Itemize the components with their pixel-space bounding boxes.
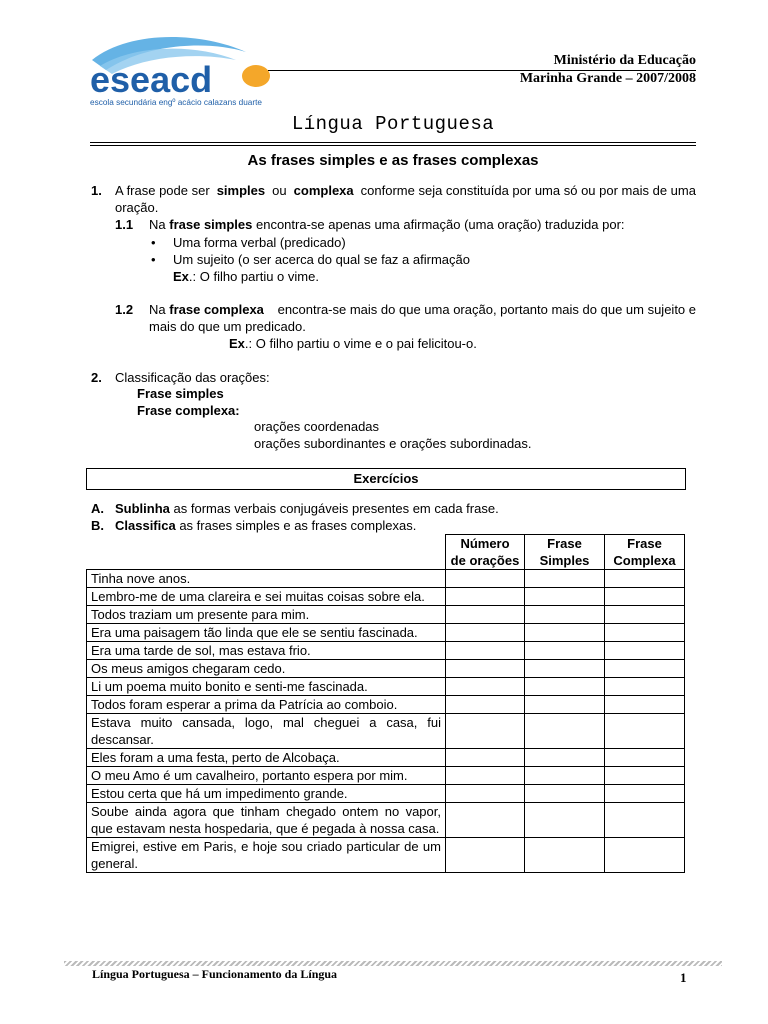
answer-numero-oracoes-cell[interactable]	[446, 838, 525, 873]
answer-frase-simples-cell[interactable]	[525, 767, 605, 785]
table-row	[87, 749, 685, 767]
answer-frase-simples-cell[interactable]	[525, 714, 605, 749]
sentence-cell: Li um poema muito bonito e senti-me fascinada.	[87, 678, 446, 696]
item-1-1-number: 1.1	[115, 217, 134, 232]
school-logo	[86, 30, 276, 110]
table-row	[87, 588, 685, 606]
sentence-cell: Todos traziam um presente para mim.	[87, 606, 446, 624]
header-frase-complexa: Frase Complexa	[605, 535, 685, 570]
answer-frase-simples-cell[interactable]	[525, 642, 605, 660]
sentence-cell: Os meus amigos chegaram cedo.	[87, 660, 446, 678]
item-1-2-text: Na frase complexa encontra-se mais do que uma oração, portanto mais do que um sujeito e mais do que um predicado.	[149, 302, 696, 334]
exercicios-heading: Exercícios	[86, 468, 686, 490]
table-row	[87, 624, 685, 642]
answer-frase-simples-cell[interactable]	[525, 678, 605, 696]
header-frase-simples: Frase Simples	[525, 535, 605, 570]
table-row	[87, 642, 685, 660]
table-header-blank	[87, 535, 446, 570]
table-header-row	[87, 535, 685, 570]
page-title: Língua Portuguesa	[291, 113, 495, 135]
answer-frase-simples-cell[interactable]	[525, 803, 605, 838]
example-1-2: Ex.: O filho partiu o vime e o pai felicitou-o.	[229, 336, 477, 351]
oracoes-coordenadas: orações coordenadas	[254, 419, 380, 434]
exercise-table	[86, 534, 685, 873]
answer-numero-oracoes-cell[interactable]	[446, 696, 525, 714]
frase-complexa-label: Frase complexa:	[137, 403, 240, 418]
item-1-number: 1.	[91, 183, 102, 198]
answer-frase-simples-cell[interactable]	[525, 588, 605, 606]
table-row	[87, 606, 685, 624]
answer-frase-simples-cell[interactable]	[525, 660, 605, 678]
instruction-a-letter: A.	[91, 501, 104, 516]
title-divider	[90, 142, 696, 146]
example-1-1: Ex.: O filho partiu o vime.	[173, 269, 319, 284]
item-1-2-number: 1.2	[115, 302, 134, 317]
answer-numero-oracoes-cell[interactable]	[446, 767, 525, 785]
item-1-1-text: Na frase simples encontra-se apenas uma afirmação (uma oração) traduzida por:	[149, 217, 625, 232]
bullet-icon: •	[151, 252, 156, 267]
answer-frase-complexa-cell[interactable]	[605, 678, 685, 696]
table-row	[87, 838, 685, 873]
table-row	[87, 660, 685, 678]
sentence-cell: Eles foram a uma festa, perto de Alcobaça.	[87, 749, 446, 767]
answer-frase-simples-cell[interactable]	[525, 570, 605, 588]
answer-numero-oracoes-cell[interactable]	[446, 624, 525, 642]
table-row	[87, 678, 685, 696]
oracoes-subordinadas: orações subordinantes e orações subordinadas.	[254, 436, 532, 451]
answer-frase-complexa-cell[interactable]	[605, 570, 685, 588]
sentence-cell: Soube ainda agora que tinham chegado ontem no vapor, que estavam nesta hospedaria, que é pegada à nossa casa.	[87, 803, 446, 838]
answer-numero-oracoes-cell[interactable]	[446, 642, 525, 660]
answer-frase-complexa-cell[interactable]	[605, 767, 685, 785]
sentence-cell: Estava muito cansada, logo, mal cheguei a casa, fui descansar.	[87, 714, 446, 749]
sun-icon	[242, 65, 270, 87]
answer-frase-complexa-cell[interactable]	[605, 714, 685, 749]
answer-frase-simples-cell[interactable]	[525, 624, 605, 642]
answer-frase-complexa-cell[interactable]	[605, 696, 685, 714]
item-2-text: Classificação das orações:	[115, 370, 270, 385]
logo-wordmark: eseacd	[90, 59, 213, 100]
sentence-cell: Tinha nove anos.	[87, 570, 446, 588]
table-row	[87, 803, 685, 838]
answer-frase-simples-cell[interactable]	[525, 785, 605, 803]
footer-divider	[64, 961, 722, 966]
header-divider	[268, 70, 696, 71]
answer-numero-oracoes-cell[interactable]	[446, 606, 525, 624]
page-number: 1	[680, 970, 687, 985]
bullet-icon: •	[151, 235, 156, 250]
sentence-cell: Estou certa que há um impedimento grande.	[87, 785, 446, 803]
instruction-b-letter: B.	[91, 518, 104, 533]
frase-simples-label: Frase simples	[137, 386, 224, 401]
bullet-item: Um sujeito (o ser acerca do qual se faz a afirmação	[173, 252, 470, 267]
table-row	[87, 785, 685, 803]
header-numero-oracoes: Número de orações	[446, 535, 525, 570]
place-year-label: Marinha Grande – 2007/2008	[519, 71, 696, 86]
table-row	[87, 570, 685, 588]
answer-frase-complexa-cell[interactable]	[605, 624, 685, 642]
bullet-item: Uma forma verbal (predicado)	[173, 235, 346, 250]
item-2-number: 2.	[91, 370, 102, 385]
answer-frase-complexa-cell[interactable]	[605, 606, 685, 624]
answer-numero-oracoes-cell[interactable]	[446, 570, 525, 588]
answer-numero-oracoes-cell[interactable]	[446, 588, 525, 606]
answer-frase-simples-cell[interactable]	[525, 749, 605, 767]
table-row	[87, 714, 685, 749]
answer-frase-complexa-cell[interactable]	[605, 642, 685, 660]
answer-frase-complexa-cell[interactable]	[605, 785, 685, 803]
answer-frase-complexa-cell[interactable]	[605, 588, 685, 606]
answer-frase-simples-cell[interactable]	[525, 606, 605, 624]
sentence-cell: Todos foram esperar a prima da Patrícia ao comboio.	[87, 696, 446, 714]
sentence-cell: Era uma paisagem tão linda que ele se sentiu fascinada.	[87, 624, 446, 642]
answer-frase-complexa-cell[interactable]	[605, 749, 685, 767]
sentence-cell: Emigrei, estive em Paris, e hoje sou criado particular de um general.	[87, 838, 446, 873]
answer-numero-oracoes-cell[interactable]	[446, 785, 525, 803]
logo-subtitle: escola secundária engº acácio calazans duarte	[90, 97, 263, 107]
table-row	[87, 767, 685, 785]
instruction-b: Classifica as frases simples e as frases complexas.	[115, 518, 417, 533]
answer-numero-oracoes-cell[interactable]	[446, 678, 525, 696]
sentence-cell: O meu Amo é um cavalheiro, portanto espera por mim.	[87, 767, 446, 785]
answer-numero-oracoes-cell[interactable]	[446, 660, 525, 678]
sentence-cell: Lembro-me de uma clareira e sei muitas coisas sobre ela.	[87, 588, 446, 606]
item-1-text: A frase pode ser simples ou complexa conforme seja constituída por uma só ou por mais de uma oração.	[115, 183, 696, 215]
answer-frase-complexa-cell[interactable]	[605, 660, 685, 678]
sentence-cell: Era uma tarde de sol, mas estava frio.	[87, 642, 446, 660]
answer-frase-complexa-cell[interactable]	[605, 838, 685, 873]
answer-frase-simples-cell[interactable]	[525, 838, 605, 873]
section-title: As frases simples e as frases complexas	[247, 152, 539, 169]
answer-numero-oracoes-cell[interactable]	[446, 749, 525, 767]
answer-numero-oracoes-cell[interactable]	[446, 803, 525, 838]
answer-frase-simples-cell[interactable]	[525, 696, 605, 714]
answer-frase-complexa-cell[interactable]	[605, 803, 685, 838]
answer-numero-oracoes-cell[interactable]	[446, 714, 525, 749]
instruction-a: Sublinha as formas verbais conjugáveis presentes em cada frase.	[115, 501, 499, 516]
ministry-label: Ministério da Educação	[553, 53, 696, 68]
footer-label: Língua Portuguesa – Funcionamento da Língua	[92, 967, 338, 981]
table-row	[87, 696, 685, 714]
